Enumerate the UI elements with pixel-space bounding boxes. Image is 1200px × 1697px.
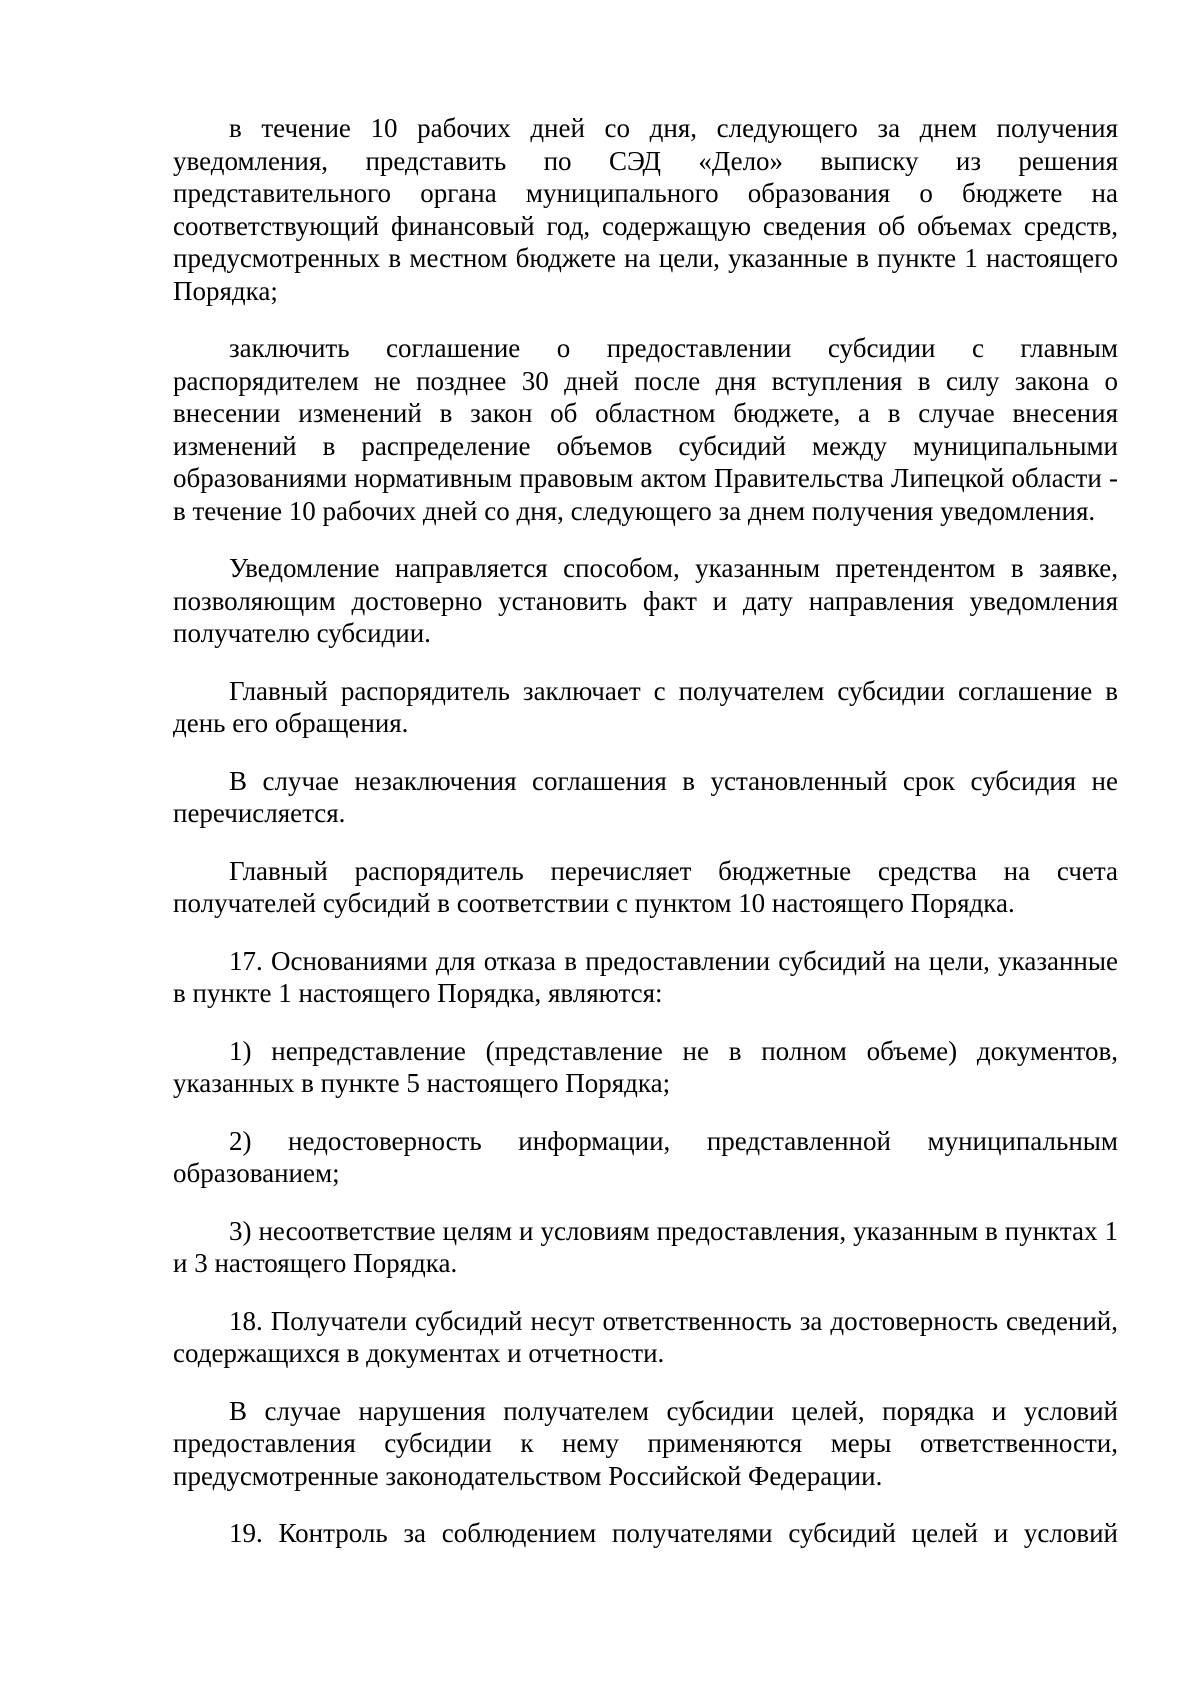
- paragraph-item-18: 18. Получатели субсидий несут ответственность за достоверность сведений, содержащихся в документах и отчетности.: [173, 1305, 1118, 1368]
- paragraph-agreement-day: Главный распорядитель заключает с получателем субсидии соглашение в день его обращения.: [173, 675, 1118, 738]
- document-text: [173, 112, 1118, 1550]
- paragraph-notification-method: Уведомление направляется способом, указанным претендентом в заявке, позволяющим достоверно установить факт и дату направления уведомления получателю субсидии.: [173, 553, 1118, 648]
- paragraph-refusal-reason-3: 3) несоответствие целям и условиям предоставления, указанным в пунктах 1 и 3 настоящего Порядка.: [173, 1215, 1118, 1278]
- paragraph-submit-extract: в течение 10 рабочих дней со дня, следующего за днем получения уведомления, представить по СЭД «Дело» выписку из решения представительного органа муниципального образования о бюджете на соответствующий финансовый год, содержащую сведения об объемах средств, предусмотренных в местном бюджете на цели, указанные в пункте 1 настоящего Порядка;: [173, 113, 1118, 306]
- paragraph-funds-transfer: Главный распорядитель перечисляет бюджетные средства на счета получателей субсидий в соответствии с пунктом 10 настоящего Порядка.: [173, 855, 1118, 918]
- paragraph-refusal-reason-2: 2) недостоверность информации, представленной муниципальным образованием;: [173, 1125, 1118, 1188]
- paragraph-refusal-reason-1: 1) непредставление (представление не в полном объеме) документов, указанных в пункте 5 настоящего Порядка;: [173, 1035, 1118, 1098]
- paragraph-violation-liability: В случае нарушения получателем субсидии целей, порядка и условий предоставления субсидии к нему применяются меры ответственности, предусмотренные законодательством Российской Федерации.: [173, 1395, 1118, 1491]
- paragraph-no-agreement: В случае незаключения соглашения в установленный срок субсидия не перечисляется.: [173, 765, 1118, 828]
- paragraph-item-19: 19. Контроль за соблюдением получателями субсидий целей и условий: [229, 1518, 1118, 1548]
- paragraph-item-17: 17. Основаниями для отказа в предоставлении субсидий на цели, указанные в пункте 1 настоящего Порядка, являются:: [173, 945, 1118, 1008]
- paragraph-conclude-agreement: заключить соглашение о предоставлении субсидии с главным распорядителем не позднее 30 дней после дня вступления в силу закона о внесении изменений в закон об областном бюджете, а в случае внесения изменений в распределение объемов субсидий между муниципальными образованиями нормативным правовым актом Правительства Липецкой области - в течение 10 рабочих дней со дня, следующего за днем получения уведомления.: [173, 333, 1118, 526]
